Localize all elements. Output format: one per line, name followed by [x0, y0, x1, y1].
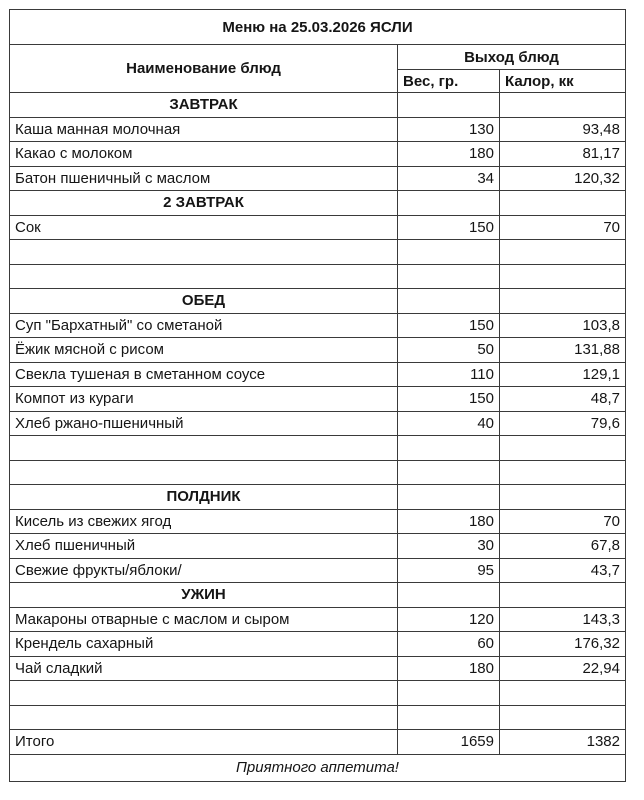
dish-name: Каша манная молочная — [10, 117, 398, 142]
dish-name: Суп "Бархатный" со сметаной — [10, 313, 398, 338]
dish-name: Крендель сахарный — [10, 632, 398, 657]
dish-row — [10, 632, 626, 657]
dish-row — [10, 215, 626, 240]
empty-row — [10, 681, 626, 706]
dish-kcal: 1382 — [500, 730, 626, 755]
empty-cell — [10, 436, 398, 461]
dish-name: Батон пшеничный с маслом — [10, 166, 398, 191]
empty-cell — [398, 191, 500, 216]
dish-weight: 110 — [398, 362, 500, 387]
dish-name: Хлеб ржано-пшеничный — [10, 411, 398, 436]
dish-row — [10, 313, 626, 338]
empty-cell — [500, 485, 626, 510]
dish-row — [10, 338, 626, 363]
dish-weight: 30 — [398, 534, 500, 559]
menu-title: Меню на 25.03.2026 ЯСЛИ — [10, 10, 626, 45]
empty-row — [10, 264, 626, 289]
empty-cell — [500, 289, 626, 314]
dish-name: Ёжик мясной с рисом — [10, 338, 398, 363]
empty-cell — [398, 460, 500, 485]
header-kcal: Калор, кк — [500, 70, 626, 93]
dish-name: Хлеб пшеничный — [10, 534, 398, 559]
dish-name: Свекла тушеная в сметанном соусе — [10, 362, 398, 387]
empty-cell — [398, 264, 500, 289]
dish-weight: 180 — [398, 509, 500, 534]
empty-cell — [10, 705, 398, 730]
section-row — [10, 289, 626, 314]
dish-name: Компот из кураги — [10, 387, 398, 412]
dish-weight: 1659 — [398, 730, 500, 755]
dish-kcal: 143,3 — [500, 607, 626, 632]
dish-name: Какао с молоком — [10, 142, 398, 167]
dish-row — [10, 142, 626, 167]
dish-weight: 130 — [398, 117, 500, 142]
section-title: ПОЛДНИК — [10, 485, 398, 510]
dish-kcal: 70 — [500, 509, 626, 534]
dish-row — [10, 607, 626, 632]
dish-kcal: 43,7 — [500, 558, 626, 583]
empty-cell — [500, 583, 626, 608]
header-output: Выход блюд — [398, 45, 626, 70]
dish-weight: 50 — [398, 338, 500, 363]
section-title: ОБЕД — [10, 289, 398, 314]
empty-cell — [398, 240, 500, 265]
empty-row — [10, 436, 626, 461]
dish-weight: 150 — [398, 313, 500, 338]
empty-cell — [500, 681, 626, 706]
dish-row — [10, 411, 626, 436]
empty-cell — [398, 289, 500, 314]
empty-cell — [500, 705, 626, 730]
dish-kcal: 176,32 — [500, 632, 626, 657]
dish-weight: 34 — [398, 166, 500, 191]
dish-row — [10, 656, 626, 681]
empty-cell — [398, 93, 500, 118]
dish-row — [10, 730, 626, 755]
section-title: ЗАВТРАК — [10, 93, 398, 118]
footer-wish: Приятного аппетита! — [10, 754, 626, 781]
dish-name: Чай сладкий — [10, 656, 398, 681]
dish-kcal: 103,8 — [500, 313, 626, 338]
dish-name: Кисель из свежих ягод — [10, 509, 398, 534]
dish-kcal: 81,17 — [500, 142, 626, 167]
dish-row — [10, 117, 626, 142]
dish-kcal: 93,48 — [500, 117, 626, 142]
section-row — [10, 583, 626, 608]
empty-row — [10, 460, 626, 485]
dish-weight: 60 — [398, 632, 500, 657]
empty-cell — [500, 191, 626, 216]
dish-name: Сок — [10, 215, 398, 240]
dish-weight: 120 — [398, 607, 500, 632]
section-title: 2 ЗАВТРАК — [10, 191, 398, 216]
dish-kcal: 131,88 — [500, 338, 626, 363]
dish-kcal: 79,6 — [500, 411, 626, 436]
empty-cell — [500, 460, 626, 485]
dish-kcal: 120,32 — [500, 166, 626, 191]
dish-row — [10, 166, 626, 191]
section-title: УЖИН — [10, 583, 398, 608]
empty-cell — [10, 240, 398, 265]
empty-cell — [398, 436, 500, 461]
dish-weight: 150 — [398, 215, 500, 240]
dish-name: Макароны отварные с маслом и сыром — [10, 607, 398, 632]
section-row — [10, 93, 626, 118]
empty-row — [10, 240, 626, 265]
menu-sheet — [9, 9, 625, 787]
dish-weight: 40 — [398, 411, 500, 436]
empty-cell — [398, 681, 500, 706]
header-dish-name: Наименование блюд — [10, 45, 398, 93]
empty-cell — [10, 681, 398, 706]
dish-weight: 180 — [398, 142, 500, 167]
dish-row — [10, 509, 626, 534]
empty-cell — [398, 485, 500, 510]
dish-name: Итого — [10, 730, 398, 755]
dish-row — [10, 534, 626, 559]
section-row — [10, 485, 626, 510]
menu-table — [9, 9, 626, 782]
dish-weight: 180 — [398, 656, 500, 681]
empty-cell — [398, 705, 500, 730]
header-weight: Вес, гр. — [398, 70, 500, 93]
dish-row — [10, 387, 626, 412]
dish-kcal: 22,94 — [500, 656, 626, 681]
dish-kcal: 48,7 — [500, 387, 626, 412]
dish-kcal: 67,8 — [500, 534, 626, 559]
dish-row — [10, 362, 626, 387]
empty-cell — [10, 264, 398, 289]
empty-cell — [10, 460, 398, 485]
dish-name: Свежие фрукты/яблоки/ — [10, 558, 398, 583]
dish-kcal: 70 — [500, 215, 626, 240]
empty-row — [10, 705, 626, 730]
dish-row — [10, 558, 626, 583]
empty-cell — [500, 436, 626, 461]
dish-weight: 150 — [398, 387, 500, 412]
section-row — [10, 191, 626, 216]
empty-cell — [398, 583, 500, 608]
empty-cell — [500, 240, 626, 265]
empty-cell — [500, 264, 626, 289]
dish-weight: 95 — [398, 558, 500, 583]
empty-cell — [500, 93, 626, 118]
dish-kcal: 129,1 — [500, 362, 626, 387]
